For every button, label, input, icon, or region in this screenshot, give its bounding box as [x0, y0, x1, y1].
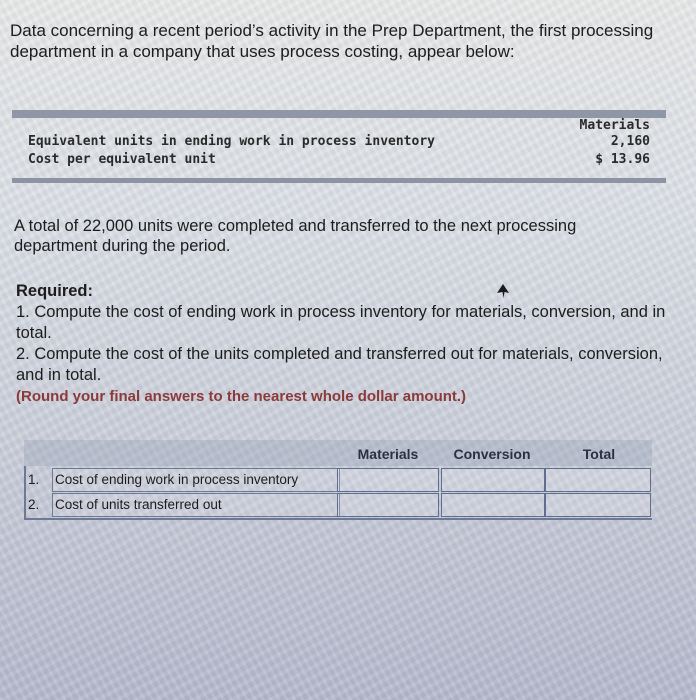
- row-number-2: 2.: [28, 497, 40, 512]
- answer-row-1: [24, 468, 652, 492]
- header-materials: Materials: [357, 446, 419, 462]
- data-table: [12, 110, 666, 182]
- answer-table-header: [24, 440, 652, 466]
- ending-wip-conversion-input[interactable]: [441, 468, 545, 492]
- data-table-top-bar: [12, 110, 666, 118]
- row-label-2: Cost of units transferred out: [52, 493, 340, 517]
- answer-table-bottom-border: [24, 518, 652, 520]
- mouse-pointer-icon: [496, 283, 510, 299]
- data-table-row-label-2: Cost per equivalent unit: [28, 152, 216, 167]
- transferred-out-total-input[interactable]: [545, 493, 651, 517]
- ending-wip-materials-input[interactable]: [337, 468, 439, 492]
- transferred-out-conversion-input[interactable]: [441, 493, 545, 517]
- header-conversion: Conversion: [453, 446, 531, 462]
- required-section: [16, 281, 676, 407]
- data-table-row-value-1: 2,160: [610, 134, 650, 149]
- rounding-note: (Round your final answers to the nearest whole dollar amount.): [16, 388, 467, 405]
- data-table-row-label-1: Equivalent units in ending work in process inventory: [28, 134, 435, 149]
- data-table-bottom-bar: [12, 178, 666, 183]
- row-label-1: Cost of ending work in process inventory: [52, 468, 340, 492]
- header-total: Total: [582, 446, 616, 462]
- row-number-1: 1.: [28, 472, 40, 487]
- data-table-row-value-2: $ 13.96: [595, 152, 650, 167]
- answer-table: [24, 440, 652, 520]
- answer-row-2: [24, 493, 652, 517]
- required-item-2: 2. Compute the cost of the units completed and transferred out for materials, conversion, and in total.: [16, 345, 663, 384]
- required-heading: Required:: [16, 282, 94, 300]
- intro-text: Data concerning a recent period’s activity in the Prep Department, the first processing department in a company that uses process costing, appear below:: [10, 21, 654, 61]
- units-paragraph: A total of 22,000 units were completed and transferred to the next processing department during the period.: [14, 217, 577, 255]
- transferred-out-materials-input[interactable]: [337, 493, 439, 517]
- ending-wip-total-input[interactable]: [545, 468, 651, 492]
- data-table-header-materials: Materials: [579, 118, 650, 133]
- required-item-1: 1. Compute the cost of ending work in process inventory for materials, conversion, and in total.: [16, 303, 666, 342]
